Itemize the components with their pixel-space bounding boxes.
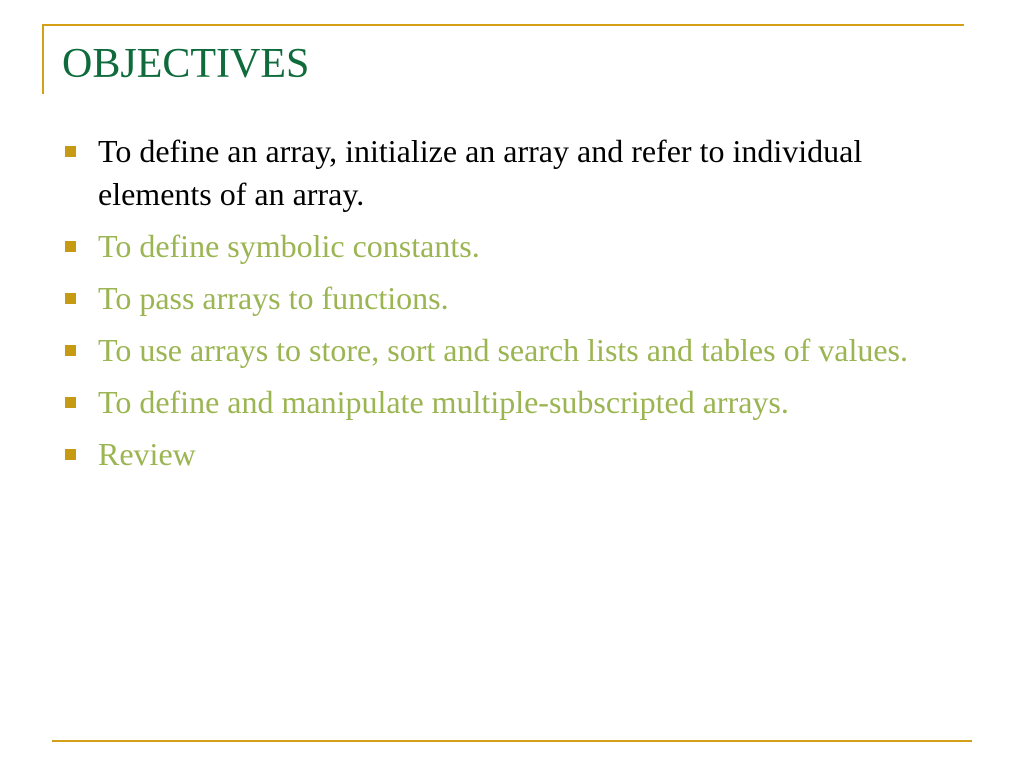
list-item	[62, 225, 942, 268]
bullet-text: To pass arrays to functions.	[98, 280, 449, 316]
square-bullet-icon	[65, 449, 76, 460]
list-item	[62, 277, 942, 320]
square-bullet-icon	[65, 293, 76, 304]
bullet-text: To define symbolic constants.	[98, 228, 480, 264]
objectives-list	[62, 130, 942, 485]
slide-title: OBJECTIVES	[62, 41, 310, 87]
frame-left-line	[42, 24, 44, 94]
square-bullet-icon	[65, 146, 76, 157]
square-bullet-icon	[65, 397, 76, 408]
bullet-text: To define an array, initialize an array and refer to individual elements of an array.	[98, 133, 863, 212]
list-item	[62, 130, 942, 216]
list-item	[62, 329, 942, 372]
frame-bottom-line	[52, 740, 972, 742]
bullet-text: To define and manipulate multiple-subscripted arrays.	[98, 384, 789, 420]
list-item	[62, 381, 942, 424]
bullet-text: Review	[98, 436, 196, 472]
frame-top-line	[42, 24, 964, 26]
list-item	[62, 433, 942, 476]
square-bullet-icon	[65, 345, 76, 356]
bullet-text: To use arrays to store, sort and search lists and tables of values.	[98, 332, 908, 368]
square-bullet-icon	[65, 241, 76, 252]
